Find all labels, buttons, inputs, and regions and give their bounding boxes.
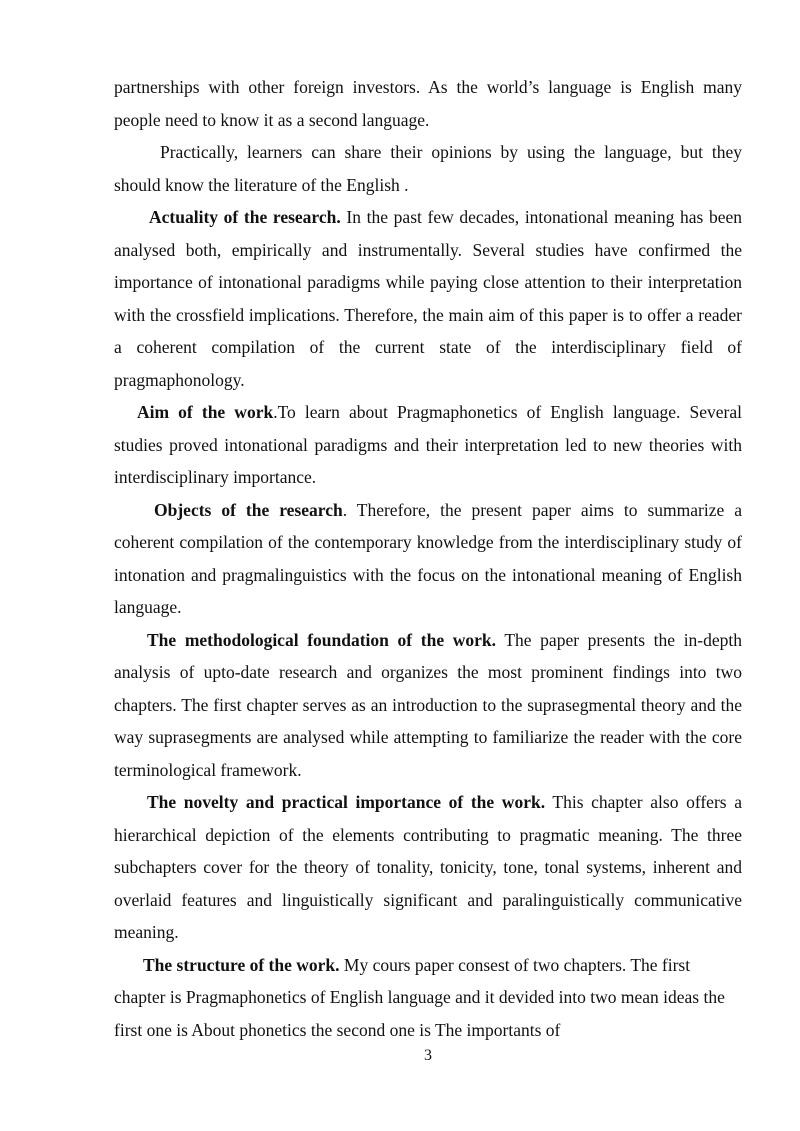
paragraph-practically [114,136,742,201]
section-heading-novelty: The novelty and practical importance of the work. [147,792,546,812]
paragraph-text: The paper presents the in-depth analysis of upto-date research and organizes the most prominent findings into two chapters. The first chapter serves as an introduction to the suprasegmental theory and the way suprasegments are analysed while attempting to familiarize the reader with the core terminological framework. [114,629,743,780]
paragraph-methodology [114,624,742,787]
paragraph-actuality [114,201,742,396]
paragraph-text: .To learn about Pragmaphonetics of English language. Several studies proved intonational paradigms and their interpretation led to new theories with interdisciplinary importance. [114,402,742,487]
document-page [114,71,742,1046]
paragraph-novelty [114,786,742,949]
paragraph-text: . Therefore, the present paper aims to summarize a coherent compilation of the contemporary knowledge from the interdisciplinary study of intonation and pragmalinguistics with the focus on the intonational meaning of English language. [114,499,742,617]
section-heading-structure: The structure of the work. [143,954,340,975]
paragraph-text: This chapter also offers a hierarchical depiction of the elements contributing to pragmatic meaning. The three subchapters cover for the theory of tonality, tonicity, tone, tonal systems, inherent and overlaid features and linguistically significant and paralinguistically communicative meaning. [114,792,742,942]
paragraph-text: My cours paper consest of two chapters. The first chapter is Pragmaphonetics of English language and it devided into two mean ideas the first one is About phonetics the second one is The importants of [114,954,725,1040]
paragraph-text: Practically, learners can share their opinions by using the language, but they should know the literature of the English . [114,142,742,195]
section-heading-actuality: Actuality of the research. [149,207,341,227]
paragraph-intro-continuation [114,71,742,136]
section-heading-objects: Objects of the research [154,499,343,520]
paragraph-aim [114,396,742,494]
section-heading-methodology: The methodological foundation of the work. [147,629,496,650]
paragraph-text: In the past few decades, intonational meaning has been analysed both, empirically and instrumentally. Several studies have confirmed the importance of intonational paradigms while paying close attention to their interpretation with the crossfield implications. Therefore, the main aim of this paper is to offer a reader a coherent compilation of the current state of the interdisciplinary field of pragmaphonology. [114,207,742,390]
paragraph-objects [114,494,742,624]
page-number: 3 [424,1047,432,1064]
paragraph-text: partnerships with other foreign investors. As the world’s language is English many people need to know it as a second language. [114,77,742,130]
section-heading-aim: Aim of the work [137,402,274,422]
paragraph-structure [114,949,742,1047]
